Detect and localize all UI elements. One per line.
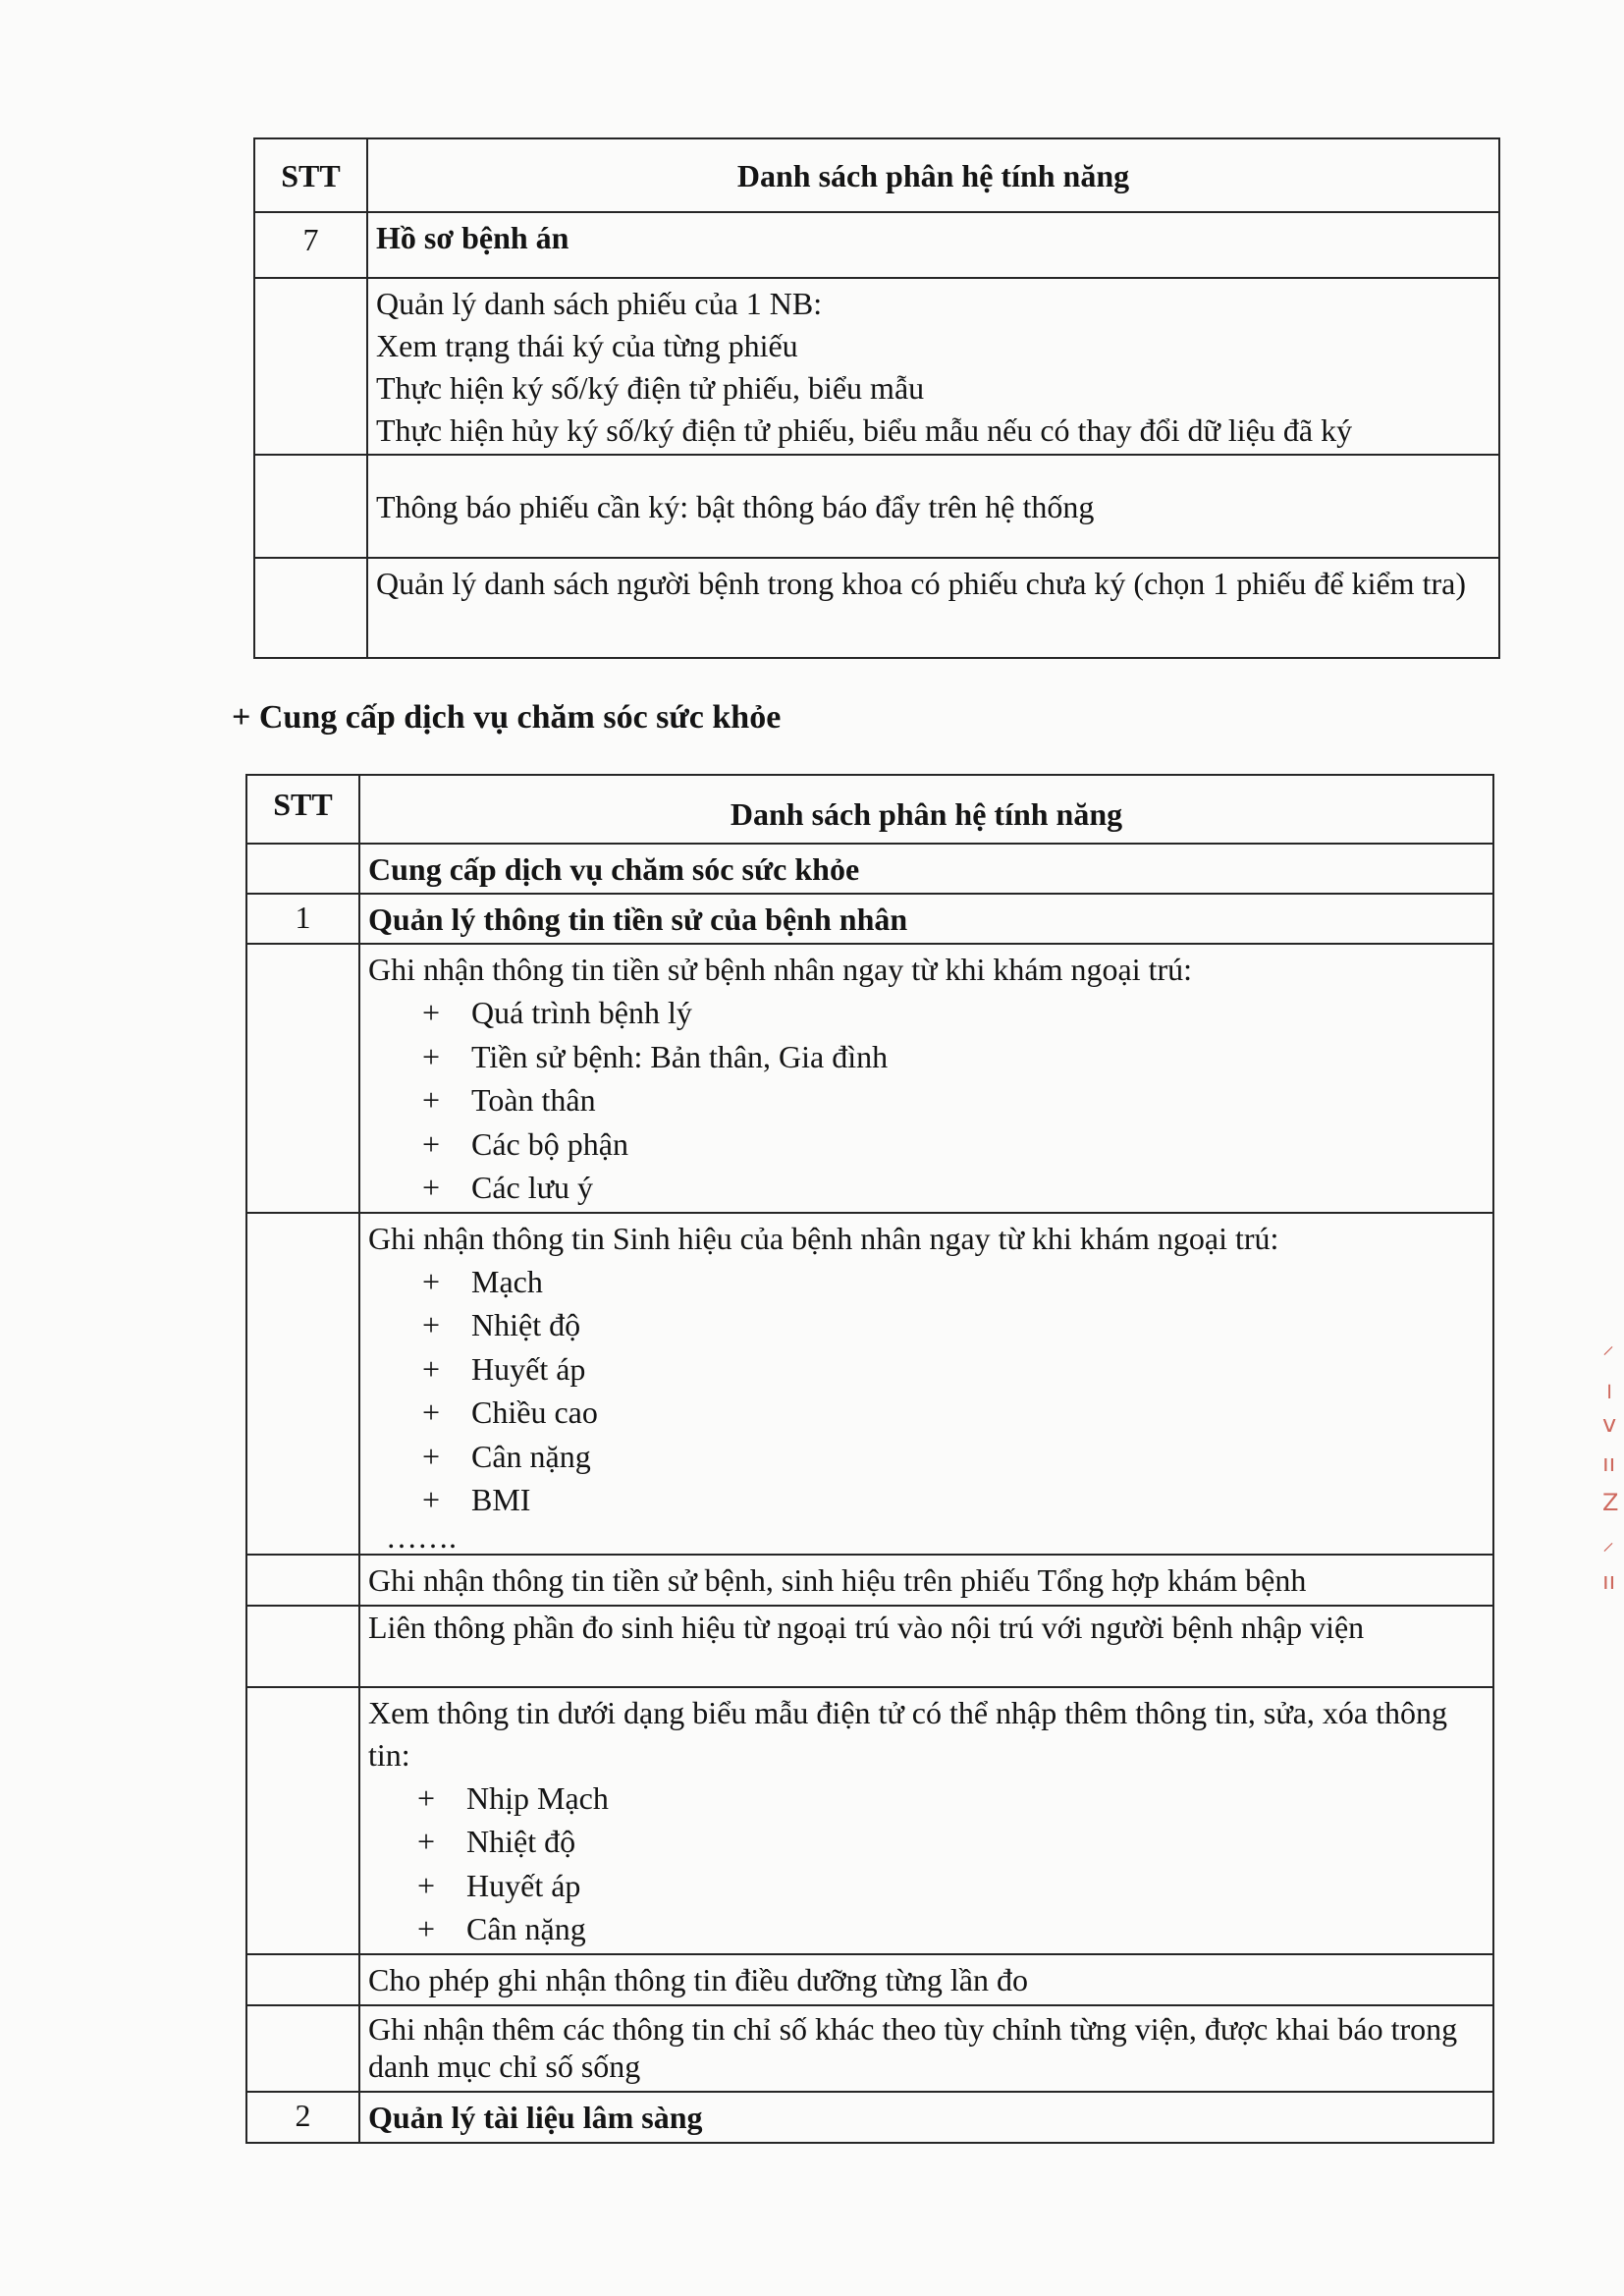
table-row <box>367 455 1499 558</box>
list-item: + Nhiệt độ <box>417 1824 576 1859</box>
row-intro: Xem thông tin dưới dạng biểu mẫu điện tử có thể nhập thêm thông tin, sửa, xóa thông tin: <box>368 1694 1447 1773</box>
table-row: Ghi nhận thông tin tiền sử bệnh, sinh hiệu trên phiếu Tổng hợp khám bệnh <box>359 1555 1493 1606</box>
row-line: Quản lý danh sách người bệnh trong khoa có phiếu chưa ký (chọn 1 phiếu để kiểm tra) <box>376 566 1466 601</box>
list-item: + Quá trình bệnh lý <box>422 995 692 1030</box>
list-item: + Các lưu ý <box>422 1170 593 1205</box>
table-row <box>359 1687 1493 1954</box>
list-item: + Các bộ phận <box>422 1125 628 1162</box>
stt-cell <box>254 455 367 558</box>
column-header-stt: STT <box>254 138 367 212</box>
list-item: + Cân nặng <box>422 1438 591 1474</box>
list-item: + Huyết áp <box>417 1867 581 1903</box>
row-line: Xem trạng thái ký của từng phiếu <box>376 328 798 363</box>
stt-cell <box>254 558 367 658</box>
table-row <box>367 278 1499 455</box>
section-number: 2 <box>246 2092 359 2143</box>
feature-table-1 <box>253 137 1500 659</box>
section-heading: + Cung cấp dịch vụ chăm sóc sức khỏe <box>232 699 782 736</box>
row-line: Thông báo phiếu cần ký: bật thông báo đẩy trên hệ thống <box>376 489 1095 524</box>
stt-cell <box>246 1606 359 1687</box>
bullet-list <box>368 1777 1485 1951</box>
column-header-title: Danh sách phân hệ tính năng <box>359 775 1493 844</box>
row-intro: Ghi nhận thông tin tiền sử bệnh nhân ngay từ khi khám ngoại trú: <box>368 952 1193 987</box>
section-title: Hồ sơ bệnh án <box>367 212 1499 278</box>
stt-cell <box>254 278 367 455</box>
list-item: + Mạch <box>422 1263 543 1299</box>
row-line: Quản lý danh sách phiếu của 1 NB: <box>376 286 823 321</box>
list-item: + Huyết áp <box>422 1350 586 1387</box>
list-item: + Cân nặng <box>417 1911 586 1946</box>
bullet-list <box>368 1260 1485 1522</box>
column-header-title: Danh sách phân hệ tính năng <box>367 138 1499 212</box>
section-title: Quản lý thông tin tiền sử của bệnh nhân <box>359 894 1493 944</box>
list-item: + Chiều cao <box>422 1394 598 1430</box>
list-item: + Nhịp Mạch <box>417 1779 609 1816</box>
row-line: Thực hiện hủy ký số/ký điện tử phiếu, biểu mẫu nếu có thay đổi dữ liệu đã ký <box>376 412 1353 448</box>
table-row: Cho phép ghi nhận thông tin điều dưỡng từng lần đo <box>359 1954 1493 2005</box>
section-number: 7 <box>254 212 367 278</box>
stt-cell <box>246 1687 359 1954</box>
margin-specks: ⸝ ╷ ⅴ ıı Z ⸝ ıı <box>1602 1332 1619 1595</box>
column-header-stt: STT <box>246 775 359 844</box>
table-row <box>367 558 1499 658</box>
list-item: + Toàn thân <box>422 1082 596 1118</box>
list-item: + Nhiệt độ <box>422 1307 581 1342</box>
table-row <box>359 944 1493 1213</box>
stt-cell <box>246 844 359 894</box>
stt-cell <box>246 1954 359 2005</box>
table-row: Ghi nhận thêm các thông tin chỉ số khác theo tùy chỉnh từng viện, được khai báo trong danh mục chỉ số sống <box>359 2005 1493 2092</box>
stt-cell <box>246 2005 359 2092</box>
list-item: + Tiền sử bệnh: Bản thân, Gia đình <box>422 1038 889 1074</box>
group-title: Cung cấp dịch vụ chăm sóc sức khỏe <box>359 844 1493 894</box>
bullet-list <box>368 991 1485 1210</box>
stt-cell <box>246 1213 359 1555</box>
list-item: + BMI <box>422 1482 531 1517</box>
stt-cell <box>246 1555 359 1606</box>
section-title: Quản lý tài liệu lâm sàng <box>359 2092 1493 2143</box>
row-intro: Ghi nhận thông tin Sinh hiệu của bệnh nhân ngay từ khi khám ngoại trú: <box>368 1220 1279 1256</box>
table-row <box>359 1213 1493 1555</box>
ellipsis: ……. <box>386 1518 457 1555</box>
table-row: Liên thông phần đo sinh hiệu từ ngoại trú vào nội trú với người bệnh nhập viện <box>359 1606 1493 1687</box>
row-line: Thực hiện ký số/ký điện tử phiếu, biểu mẫu <box>376 370 925 406</box>
section-number: 1 <box>246 894 359 944</box>
stt-cell <box>246 944 359 1213</box>
feature-table-2 <box>245 774 1494 2144</box>
